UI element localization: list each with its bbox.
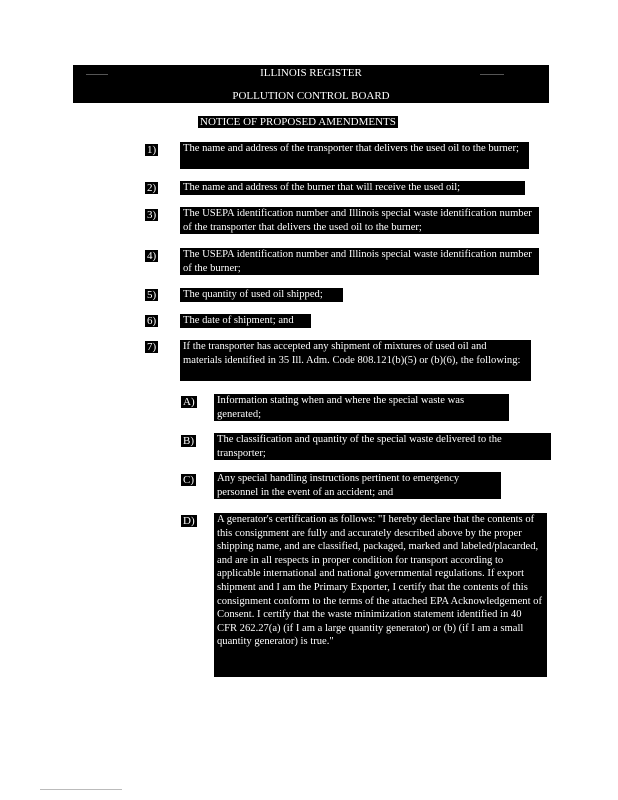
item-text: The quantity of used oil shipped; [180, 288, 343, 302]
subitem-text: Information stating when and where the special waste was generated; [214, 394, 509, 421]
item-text: The name and address of the transporter that delivers the used oil to the burner; [180, 142, 529, 169]
item-text: The name and address of the burner that will receive the used oil; [180, 181, 525, 195]
scan-mark [86, 74, 108, 75]
subitem-text: The classification and quantity of the special waste delivered to the transporter; [214, 433, 551, 460]
subitem-text: A generator's certification as follows: "I hereby declare that the contents of this consignment are fully and accurately described above by the proper shipping name, and are classified, packaged, marked and labeled/placarded, and are in all respects in proper condition for transport according to applicable international and national governmental regulations. If export shipment and I am the Primary Exporter, I certify that the contents of this consignment conform to the terms of the attached EPA Acknowledgement of Consent. I certify that the waste minimization statement identified in 40 CFR 262.27(a) (if I am a large quantity generator) or (b) (if I am a small quantity generator) is true." [214, 513, 547, 677]
item-label: 4) [147, 250, 157, 262]
scan-mark [40, 789, 122, 790]
item-text: The date of shipment; and [180, 314, 311, 328]
notice-title: NOTICE OF PROPOSED AMENDMENTS [200, 116, 396, 128]
subitem-label: A) [183, 396, 195, 408]
board-title: POLLUTION CONTROL BOARD [232, 90, 390, 102]
subitem-label: B) [183, 435, 194, 447]
header-band [73, 65, 549, 103]
subitem-label: C) [183, 474, 194, 486]
register-title: ILLINOIS REGISTER [260, 67, 362, 79]
subitem-label: D) [183, 515, 195, 527]
item-label: 1) [147, 144, 157, 156]
item-label: 2) [147, 182, 157, 194]
item-text: The USEPA identification number and Illinois special waste identification number of the transporter that delivers the used oil to the burner; [180, 207, 539, 234]
scan-mark [480, 74, 504, 75]
subitem-text: Any special handling instructions pertinent to emergency personnel in the event of an accident; and [214, 472, 501, 499]
item-label: 5) [147, 289, 157, 301]
item-text: The USEPA identification number and Illinois special waste identification number of the burner; [180, 248, 539, 275]
item-label: 6) [147, 315, 157, 327]
item-label: 3) [147, 209, 157, 221]
item-label: 7) [147, 341, 157, 353]
item-text: If the transporter has accepted any shipment of mixtures of used oil and materials identified in 35 Ill. Adm. Code 808.121(b)(5) or (b)(6), the following: [180, 340, 531, 381]
